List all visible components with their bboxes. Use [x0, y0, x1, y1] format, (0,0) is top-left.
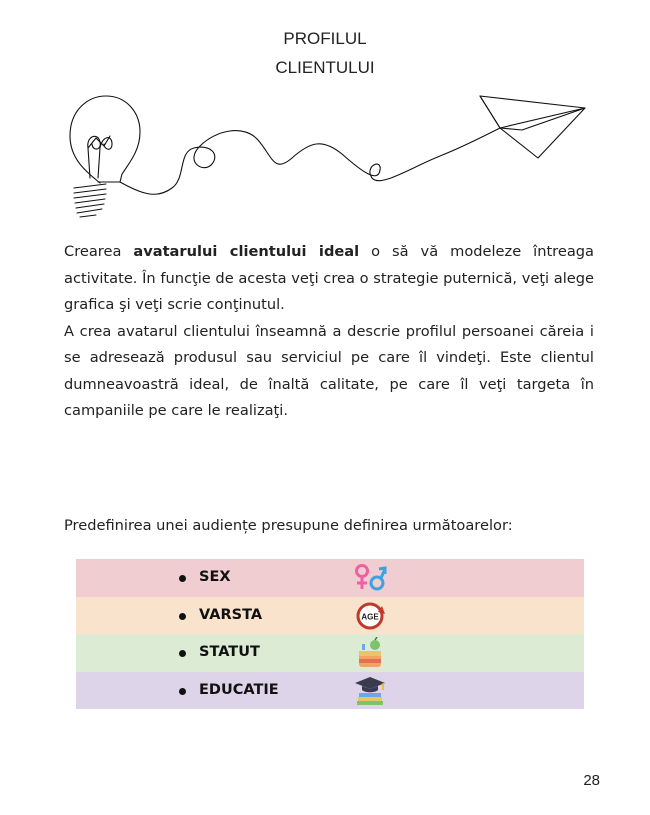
criteria-label: SEX: [199, 569, 231, 585]
criteria-label: VARSTA: [199, 606, 263, 623]
bullet-icon: [179, 575, 186, 582]
page-number: 28: [583, 772, 600, 789]
criteria-row-educatie: [76, 672, 584, 710]
criteria-row-varsta: [76, 597, 584, 635]
bullet-icon: [179, 688, 186, 695]
p1-text-end: o să vă modeleze întreaga activitate. În funcţie de acesta veţi crea o strategie puternică, veţi alege grafica şi veţi scrie conţinutul.: [64, 243, 594, 313]
page-title: [0, 24, 650, 82]
lightbulb-paper-plane-illustration: [60, 88, 595, 223]
criteria-row-statut: [76, 634, 584, 672]
paragraph-1: [64, 239, 594, 319]
criteria-label: STATUT: [199, 644, 260, 660]
intro-text: [64, 239, 594, 425]
graduation-cap-icon: [353, 675, 387, 707]
gender-icon: [353, 562, 387, 594]
criteria-row-sex: [76, 559, 584, 597]
criteria-label: EDUCATIE: [199, 681, 279, 698]
age-badge-text: AGE: [361, 612, 379, 621]
title-line-2: CLIENTULUI: [275, 58, 375, 77]
title-line-1: PROFILUL: [283, 29, 367, 48]
audience-criteria-table: [76, 559, 584, 709]
paragraph-2: A crea avatarul clientului înseamnă a descrie profilul persoanei căreia i se adresează produsul sau serviciul pe care îl vindeţi. Este clientul dumneavoastră ideal, de înaltă calitate, pe care îl veţi targeta în campaniile pe care le realizaţi.: [64, 322, 594, 419]
status-chart-icon: [353, 637, 387, 669]
bullet-icon: [179, 650, 186, 657]
audience-lead-text: Predefinirea unei audiențe presupune definirea următoarelor:: [64, 517, 513, 534]
p1-bold-phrase: avatarului clientului ideal: [133, 243, 360, 260]
p1-text-start: Crearea: [64, 243, 134, 260]
age-icon: [353, 600, 387, 632]
bullet-icon: [179, 613, 186, 620]
